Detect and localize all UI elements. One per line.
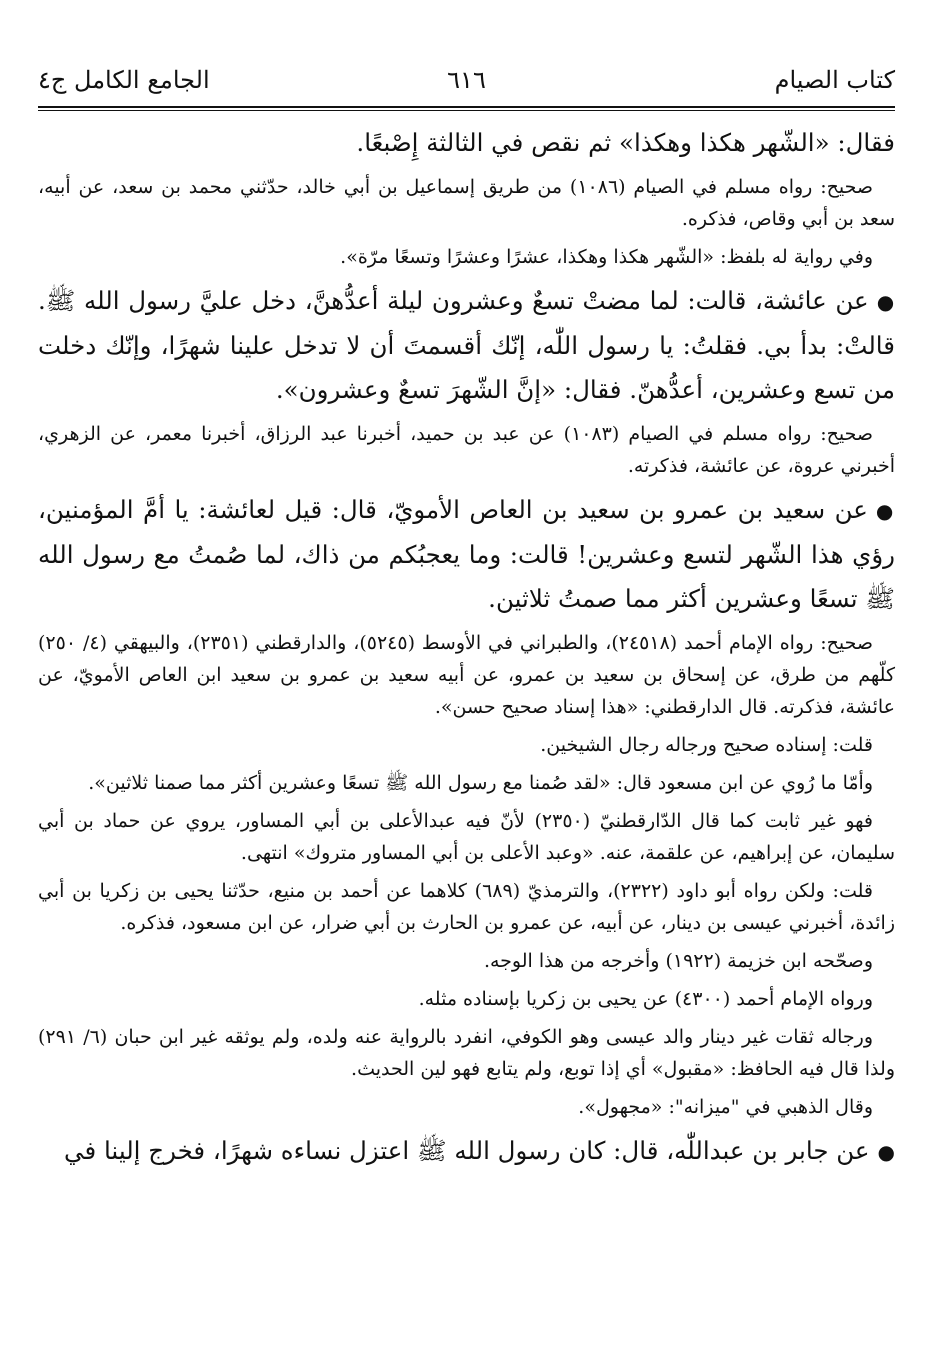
header-rule (38, 106, 895, 108)
book-section-title: كتاب الصيام (774, 66, 895, 94)
takhrij-note: وفي رواية له بلفظ: «الشّهر هكذا وهكذا، عشرًا وعشرًا وتسعًا مرّة». (340, 246, 873, 268)
takhrij-note: صحيح: رواه مسلم في الصيام (١٠٨٣) عن عبد بن حميد، أخبرنا عبد الرزاق، أخبرنا معمر، عن الزهري، أخبرني عروة، عن عائشة، فذكرته. (38, 423, 895, 477)
bullet-icon: ● (877, 1140, 895, 1164)
takhrij-note: وأمّا ما رُوي عن ابن مسعود قال: «لقد صُمنا مع رسول الله ﷺ تسعًا وعشرين أكثر مما صمنا ثلاثين». (88, 772, 873, 794)
page-header (38, 60, 895, 106)
page-number: ٦١٦ (447, 66, 486, 94)
hadith-text: ●عن عائشة، قالت: لما مضتْ تسعٌ وعشرون ليلة أعدُّهنَّ، دخل عليَّ رسول الله ﷺ. قالتْ: بدأ بي. فقلتُ: يا رسول اللّٰه، إنّك أقسمتَ أن لا تدخل علينا شهرًا، وإنّك دخلت من تسع وعشرين، أعدُّهنّ. فقال: «إنَّ الشّهرَ تسعٌ وعشرون». (38, 286, 895, 404)
document-page (38, 60, 895, 1372)
header-rule-thin (38, 110, 895, 111)
bullet-icon: ● (876, 290, 895, 314)
hadith-text: فقال: «الشّهر هكذا وهكذا» ثم نقص في الثالثة إِصْبعًا. (356, 128, 895, 157)
hadith-text: ●عن جابر بن عبداللّٰه، قال: كان رسول الله ﷺ اعتزل نساءه شهرًا، فخرج إلينا في (64, 1136, 895, 1165)
takhrij-note: فهو غير ثابت كما قال الدّارقطنيّ (٢٣٥٠) لأنّ فيه عبدالأعلى بن أبي المساور، يروي عن حماد بن أبي سليمان، عن إبراهيم، عن علقمة، عنه. «وعبد الأعلى بن أبي المساور متروك» انتهى. (38, 810, 895, 864)
takhrij-note: وصحّحه ابن خزيمة (١٩٢٢) وأخرجه من هذا الوجه. (483, 950, 873, 972)
takhrij-note: صحيح: رواه الإمام أحمد (٢٤٥١٨)، والطبراني في الأوسط (٥٢٤٥)، والدارقطني (٢٣٥١)، والبيهقي (٤/ ٢٥٠) كلّهم من طرق، عن إسحاق بن سعيد بن عمرو، عن أبيه سعيد بن عمرو بن سعيد ابن العاص الأمويّ، عن عائشة، فذكرته. قال الدارقطني: «هذا إسناد صحيح حسن». (38, 632, 895, 718)
book-title: الجامع الكامل ج٤ (38, 66, 210, 94)
takhrij-note: قلت: ولكن رواه أبو داود (٢٣٢٢)، والترمذيّ (٦٨٩) كلاهما عن أحمد بن منيع، حدّثنا يحيى بن زكريا بن أبي زائدة، أخبرني عيسى بن دينار، عن أبيه، عن عمرو بن الحارث بن أبي ضرار، عن ابن مسعود، فذكره. (38, 880, 895, 934)
takhrij-note: قلت: إسناده صحيح ورجاله رجال الشيخين. (540, 734, 873, 756)
hadith-text: ●عن سعيد بن عمرو بن سعيد بن العاص الأمويّ، قال: قيل لعائشة: يا أمَّ المؤمنين، رؤي هذا الشّهر لتسع وعشرين! قالت: وما يعجبُكم من ذاك، لما صُمتُ مع رسول الله ﷺ تسعًا وعشرين أكثر مما صمتُ ثلاثين. (38, 495, 896, 613)
page-body (38, 121, 895, 1174)
takhrij-note: صحيح: رواه مسلم في الصيام (١٠٨٦) من طريق إسماعيل بن أبي خالد، حدّثني محمد بن سعد، عن أبيه، سعد بن أبي وقاص، فذكره. (38, 176, 895, 230)
takhrij-note: ورواه الإمام أحمد (٤٣٠٠) عن يحيى بن زكريا بإسناده مثله. (418, 988, 873, 1010)
bullet-icon: ● (875, 499, 896, 523)
takhrij-note: ورجاله ثقات غير دينار والد عيسى وهو الكوفي، انفرد بالرواية عنه ولده، ولم يوثقه غير ابن حبان (٦/ ٢٩١) ولذا قال فيه الحافظ: «مقبول» أي إذا توبع، ولم يتابع فهو لين الحديث. (38, 1026, 895, 1080)
takhrij-note: وقال الذهبي في "ميزانه": «مجهول». (578, 1096, 873, 1118)
